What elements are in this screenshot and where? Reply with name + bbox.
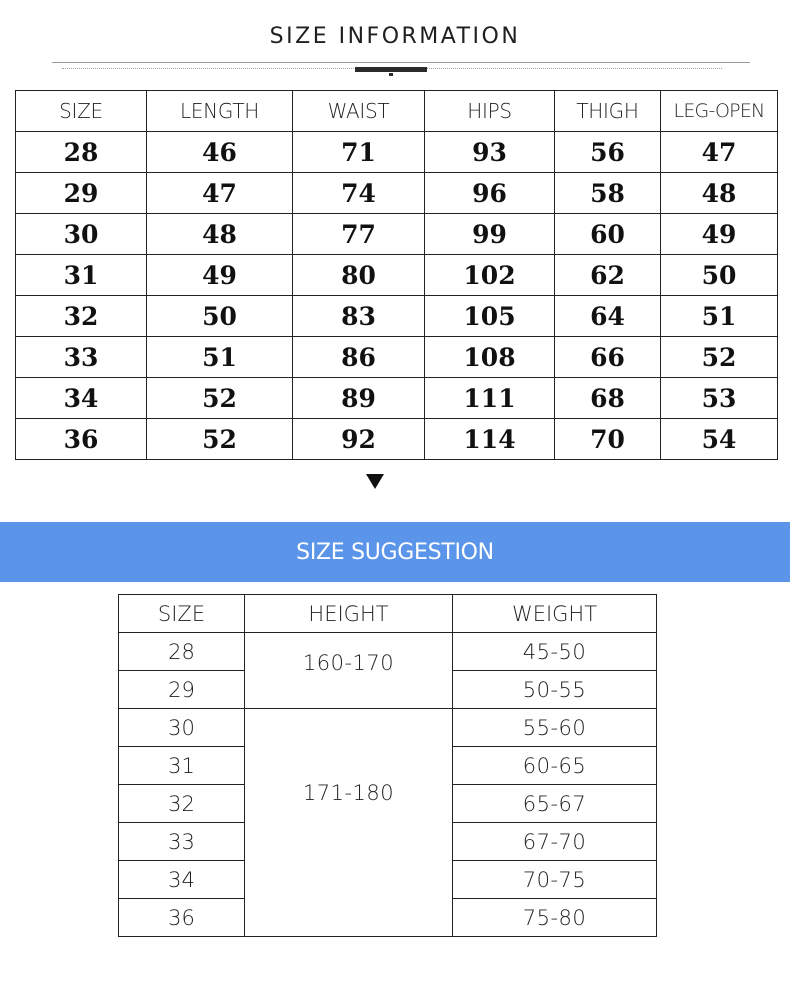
table-cell: 83	[293, 296, 425, 337]
weight-cell: 45-50	[453, 633, 657, 671]
weight-cell: 60-65	[453, 747, 657, 785]
table-cell: 56	[555, 132, 661, 173]
table-cell: 114	[425, 419, 555, 460]
table-cell: 99	[425, 214, 555, 255]
table-row	[16, 214, 778, 255]
size-cell: 33	[119, 823, 245, 861]
table-cell: 89	[293, 378, 425, 419]
table-cell: 93	[425, 132, 555, 173]
weight-cell: 65-67	[453, 785, 657, 823]
weight-cell: 50-55	[453, 671, 657, 709]
table-row	[119, 633, 657, 671]
table-cell: 54	[661, 419, 778, 460]
table-cell: 62	[555, 255, 661, 296]
table-cell: 28	[16, 132, 147, 173]
arrow-down-icon	[366, 474, 384, 489]
table-cell: 86	[293, 337, 425, 378]
table-cell: 52	[661, 337, 778, 378]
table-row	[16, 419, 778, 460]
size-cell: 29	[119, 671, 245, 709]
weight-cell: 67-70	[453, 823, 657, 861]
table-cell: 50	[661, 255, 778, 296]
table-cell: 60	[555, 214, 661, 255]
column-header-thigh: THIGH	[555, 91, 661, 132]
height-cell: 160-170	[245, 633, 453, 709]
table-row	[16, 337, 778, 378]
table-cell: 48	[147, 214, 293, 255]
table-cell: 31	[16, 255, 147, 296]
size-cell: 31	[119, 747, 245, 785]
table-cell: 105	[425, 296, 555, 337]
table-row	[16, 173, 778, 214]
table-cell: 71	[293, 132, 425, 173]
page-title: SIZE INFORMATION	[269, 24, 521, 49]
column-header-waist: WAIST	[293, 91, 425, 132]
column-header-weight: WEIGHT	[453, 595, 657, 633]
table-row	[16, 255, 778, 296]
table-row	[16, 378, 778, 419]
column-header-hips: HIPS	[425, 91, 555, 132]
column-header-leg-open: LEG-OPEN	[661, 91, 778, 132]
table-cell: 52	[147, 419, 293, 460]
table-cell: 102	[425, 255, 555, 296]
table-cell: 108	[425, 337, 555, 378]
table-cell: 111	[425, 378, 555, 419]
size-cell: 30	[119, 709, 245, 747]
table-cell: 74	[293, 173, 425, 214]
table-cell: 66	[555, 337, 661, 378]
column-header-height: HEIGHT	[245, 595, 453, 633]
table-cell: 68	[555, 378, 661, 419]
height-cell: 171-180	[245, 709, 453, 937]
table-header-row	[119, 595, 657, 633]
header-accent-bar	[355, 67, 427, 72]
weight-cell: 55-60	[453, 709, 657, 747]
table-cell: 80	[293, 255, 425, 296]
column-header-length: LENGTH	[147, 91, 293, 132]
size-information-table	[15, 90, 778, 460]
size-suggestion-table	[118, 594, 657, 937]
header-accent-dot	[389, 73, 393, 76]
table-cell: 96	[425, 173, 555, 214]
table-header-row	[16, 91, 778, 132]
size-cell: 36	[119, 899, 245, 937]
table-row	[119, 709, 657, 747]
size-cell: 28	[119, 633, 245, 671]
weight-cell: 70-75	[453, 861, 657, 899]
column-header-size: SIZE	[16, 91, 147, 132]
table-cell: 51	[661, 296, 778, 337]
table-cell: 48	[661, 173, 778, 214]
table-cell: 58	[555, 173, 661, 214]
table-cell: 29	[16, 173, 147, 214]
table-cell: 92	[293, 419, 425, 460]
column-header-size: SIZE	[119, 595, 245, 633]
size-cell: 34	[119, 861, 245, 899]
table-cell: 51	[147, 337, 293, 378]
table-cell: 53	[661, 378, 778, 419]
table-cell: 50	[147, 296, 293, 337]
table-cell: 30	[16, 214, 147, 255]
table-cell: 49	[661, 214, 778, 255]
table-cell: 47	[147, 173, 293, 214]
table-cell: 36	[16, 419, 147, 460]
header-rule	[52, 62, 750, 63]
table-cell: 77	[293, 214, 425, 255]
table-cell: 64	[555, 296, 661, 337]
table-cell: 33	[16, 337, 147, 378]
size-cell: 32	[119, 785, 245, 823]
size-suggestion-banner: SIZE SUGGESTION	[0, 522, 790, 582]
table-row	[16, 132, 778, 173]
table-cell: 32	[16, 296, 147, 337]
table-cell: 46	[147, 132, 293, 173]
table-cell: 70	[555, 419, 661, 460]
weight-cell: 75-80	[453, 899, 657, 937]
table-cell: 52	[147, 378, 293, 419]
table-cell: 49	[147, 255, 293, 296]
table-row	[16, 296, 778, 337]
table-cell: 47	[661, 132, 778, 173]
table-cell: 34	[16, 378, 147, 419]
